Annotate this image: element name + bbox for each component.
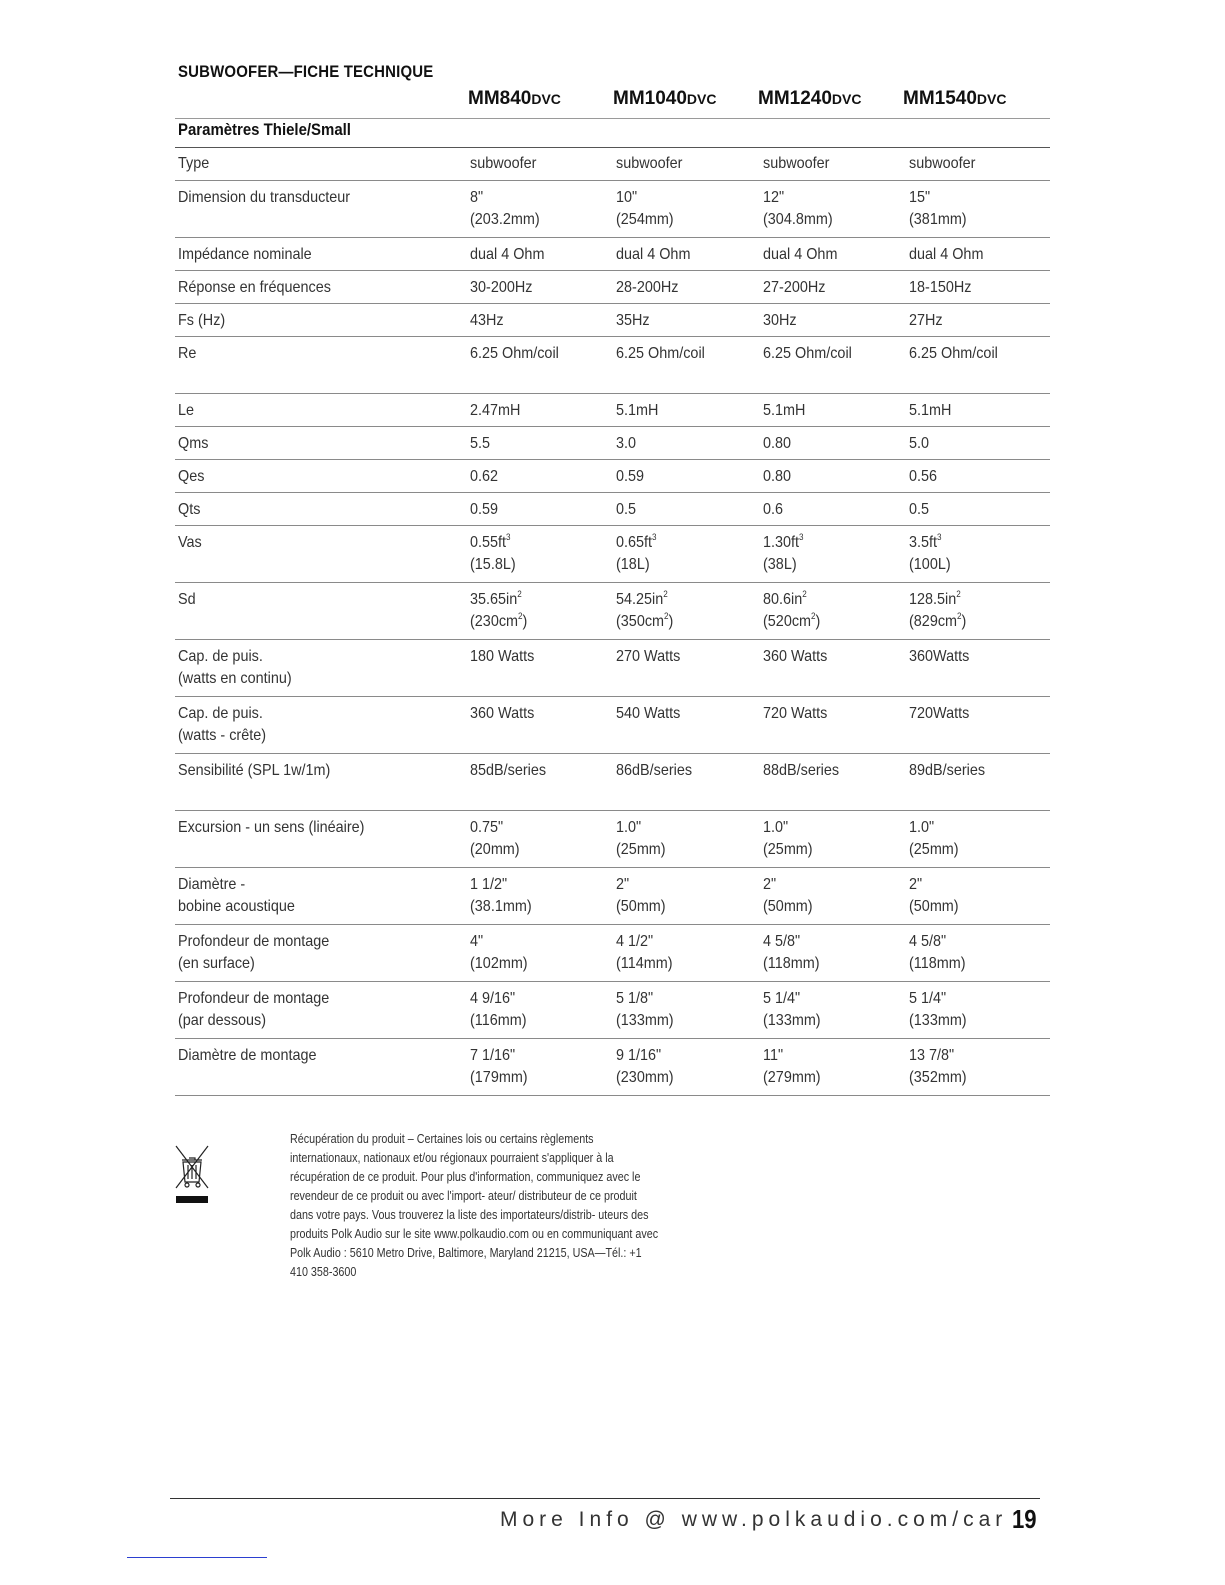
- spec-value: 360 Watts: [470, 705, 535, 722]
- crossed-out-wheelie-bin-icon: [174, 1142, 210, 1212]
- spec-value: 5.1mH: [763, 402, 806, 419]
- spec-row: [175, 181, 1050, 238]
- spec-value: 1.0" (25mm): [763, 819, 813, 858]
- spec-value: $3.5ft^3$ (100L): [909, 532, 951, 573]
- spec-row: [175, 427, 1050, 460]
- spec-value: 0.5: [909, 501, 930, 518]
- spec-row: [175, 868, 1050, 925]
- spec-value: 5.5: [470, 435, 491, 452]
- spec-value: 89dB/series: [909, 762, 986, 779]
- spec-value: 360 Watts: [763, 648, 828, 665]
- spec-value: 8" (203.2mm): [470, 189, 540, 228]
- spec-value: $0.55ft^3$ (15.8L): [470, 532, 516, 573]
- model-suffix: DVC: [976, 91, 1007, 107]
- spec-label: Fs (Hz): [178, 312, 226, 329]
- spec-value: 5 1/8" (133mm): [616, 990, 674, 1029]
- spec-value: $35.65in^2$ $(230cm^2)$: [470, 589, 528, 630]
- spec-value: 11" (279mm): [763, 1047, 821, 1086]
- spec-row: [175, 1039, 1050, 1096]
- spec-value: 30-200Hz: [470, 279, 533, 296]
- spec-value: 7 1/16" (179mm): [470, 1047, 528, 1086]
- page-number: 19: [1012, 1504, 1037, 1534]
- spec-value: 88dB/series: [763, 762, 840, 779]
- spec-value: 0.80: [763, 435, 792, 452]
- spec-value: 0.6: [763, 501, 784, 518]
- spec-row: [175, 493, 1050, 526]
- spec-value: 0.59: [470, 501, 499, 518]
- spec-value: 5 1/4" (133mm): [763, 990, 821, 1029]
- footer-divider: [170, 1498, 1040, 1499]
- spec-row: [175, 304, 1050, 337]
- spec-value: 6.25 Ohm/coil: [763, 345, 852, 362]
- spec-row: [175, 697, 1050, 754]
- spec-label: Qes: [178, 468, 205, 485]
- spec-value: 35Hz: [616, 312, 650, 329]
- spec-row: [175, 811, 1050, 868]
- spec-value: $54.25in^2$ $(350cm^2)$: [616, 589, 674, 630]
- spec-value: 2" (50mm): [909, 876, 959, 915]
- page-title: SUBWOOFER—FICHE TECHNIQUE: [178, 62, 434, 81]
- spec-label: Type: [178, 155, 210, 172]
- spec-value: 4 9/16" (116mm): [470, 990, 527, 1029]
- spec-value: 43Hz: [470, 312, 504, 329]
- spec-value: 6.25 Ohm/coil: [470, 345, 559, 362]
- spec-row: [175, 394, 1050, 427]
- spec-value: 6.25 Ohm/coil: [909, 345, 998, 362]
- spec-label: Impédance nominale: [178, 246, 312, 263]
- recycling-notice: Récupération du produit – Certaines lois ou certains règlements internationaux, nationaux et/ou régionaux pourraient s'appliquer à la récupération de ce produit. Pour plus d'information, communiquez avec le revendeur de ce produit ou avec l'import- ateur/ distributeur de ce produit dans votre pays. Vous trouverez la liste des importateurs/distrib- uteurs des produits Polk Audio sur le site www.polkaudio.com ou en communiquant avec Polk Audio : 5610 Metro Drive, Baltimore, Maryland 21215, USA—Tél.: +1 410 358-3600: [290, 1132, 659, 1279]
- spec-row: [175, 640, 1050, 697]
- section-title: Paramètres Thiele/Small: [178, 120, 351, 139]
- spec-value: 4 1/2" (114mm): [616, 933, 673, 972]
- spec-value: 0.56: [909, 468, 938, 485]
- spec-label: Qts: [178, 501, 201, 518]
- model-name: MM840: [468, 88, 532, 109]
- spec-label: Diamètre de montage: [178, 1047, 317, 1064]
- spec-value: 86dB/series: [616, 762, 693, 779]
- spec-label: Profondeur de montage (par dessous): [178, 990, 330, 1029]
- spec-row: [175, 337, 1050, 394]
- spec-value: 85dB/series: [470, 762, 547, 779]
- spec-label: Sd: [178, 591, 196, 608]
- edge-underline: [127, 1557, 267, 1558]
- spec-value: 540 Watts: [616, 705, 681, 722]
- spec-row: [175, 238, 1050, 271]
- spec-label: Excursion - un sens (linéaire): [178, 819, 365, 836]
- model-name: MM1040: [613, 88, 687, 109]
- spec-value: 720Watts: [909, 705, 970, 722]
- spec-value: subwoofer: [909, 155, 976, 172]
- spec-label: Sensibilité (SPL 1w/1m): [178, 762, 331, 779]
- spec-value: 18-150Hz: [909, 279, 972, 296]
- spec-value: 13 7/8" (352mm): [909, 1047, 967, 1086]
- spec-label: Qms: [178, 435, 209, 452]
- spec-value: 0.62: [470, 468, 499, 485]
- model-name: MM1540: [903, 88, 977, 109]
- header-divider: [175, 118, 1050, 119]
- model-header-4: [903, 88, 1006, 110]
- spec-row: [175, 147, 1050, 181]
- spec-value: 5.1mH: [616, 402, 659, 419]
- spec-value: 180 Watts: [470, 648, 535, 665]
- spec-value: 12" (304.8mm): [763, 189, 833, 228]
- spec-label: Dimension du transducteur: [178, 189, 351, 206]
- spec-value: 0.75" (20mm): [470, 819, 520, 858]
- spec-value: 360Watts: [909, 648, 970, 665]
- spec-label: Le: [178, 402, 195, 419]
- model-name: MM1240: [758, 88, 832, 109]
- spec-label: Cap. de puis. (watts - crête): [178, 705, 267, 744]
- spec-value: 1.0" (25mm): [909, 819, 959, 858]
- model-suffix: DVC: [686, 91, 717, 107]
- spec-value: 9 1/16" (230mm): [616, 1047, 674, 1086]
- spec-value: 1.0" (25mm): [616, 819, 666, 858]
- spec-value: 2" (50mm): [763, 876, 813, 915]
- spec-value: 5.1mH: [909, 402, 952, 419]
- spec-value: 720 Watts: [763, 705, 828, 722]
- spec-value: 0.5: [616, 501, 637, 518]
- spec-value: subwoofer: [470, 155, 537, 172]
- spec-value: 1 1/2" (38.1mm): [470, 876, 532, 915]
- spec-value: subwoofer: [763, 155, 830, 172]
- spec-value: 27Hz: [909, 312, 943, 329]
- spec-label: Profondeur de montage (en surface): [178, 933, 330, 972]
- spec-value: 15" (381mm): [909, 189, 967, 228]
- spec-value: 4 5/8" (118mm): [909, 933, 966, 972]
- spec-value: 5 1/4" (133mm): [909, 990, 967, 1029]
- spec-value: dual 4 Ohm: [763, 246, 838, 263]
- spec-value: dual 4 Ohm: [470, 246, 545, 263]
- spec-row: [175, 754, 1050, 811]
- model-suffix: DVC: [531, 91, 561, 107]
- spec-row: [175, 982, 1050, 1039]
- spec-value: 4 5/8" (118mm): [763, 933, 820, 972]
- spec-value: 2" (50mm): [616, 876, 666, 915]
- spec-table: [175, 147, 1050, 1096]
- spec-value: 0.80: [763, 468, 792, 485]
- spec-value: 6.25 Ohm/coil: [616, 345, 705, 362]
- spec-label: Vas: [178, 534, 202, 551]
- spec-value: $80.6in^2$ $(520cm^2)$: [763, 589, 821, 630]
- model-header-2: [613, 88, 716, 110]
- spec-value: $128.5in^2$ $(829cm^2)$: [909, 589, 967, 630]
- spec-value: $1.30ft^3$ (38L): [763, 532, 804, 573]
- spec-value: 3.0: [616, 435, 637, 452]
- spec-row: [175, 583, 1050, 640]
- spec-value: 28-200Hz: [616, 279, 679, 296]
- spec-row: [175, 925, 1050, 982]
- spec-value: 270 Watts: [616, 648, 681, 665]
- model-header-1: [468, 88, 561, 110]
- spec-row: [175, 526, 1050, 583]
- model-suffix: DVC: [831, 91, 862, 107]
- spec-value: 4" (102mm): [470, 933, 528, 972]
- spec-value: 27-200Hz: [763, 279, 826, 296]
- spec-value: 5.0: [909, 435, 930, 452]
- spec-value: 30Hz: [763, 312, 797, 329]
- spec-row: [175, 460, 1050, 493]
- spec-label: Réponse en fréquences: [178, 279, 331, 296]
- spec-label: Cap. de puis. (watts en continu): [178, 648, 292, 687]
- spec-value: dual 4 Ohm: [616, 246, 691, 263]
- spec-value: subwoofer: [616, 155, 683, 172]
- spec-row: [175, 271, 1050, 304]
- spec-label: Re: [178, 345, 197, 362]
- spec-label: Diamètre - bobine acoustique: [178, 876, 295, 915]
- spec-value: 0.59: [616, 468, 645, 485]
- spec-value: 2.47mH: [470, 402, 521, 419]
- spec-value: $0.65ft^3$ (18L): [616, 532, 657, 573]
- spec-value: 10" (254mm): [616, 189, 674, 228]
- footer-website-link[interactable]: More Info @ www.polkaudio.com/car: [500, 1508, 1008, 1531]
- spec-value: dual 4 Ohm: [909, 246, 984, 263]
- model-header-3: [758, 88, 861, 110]
